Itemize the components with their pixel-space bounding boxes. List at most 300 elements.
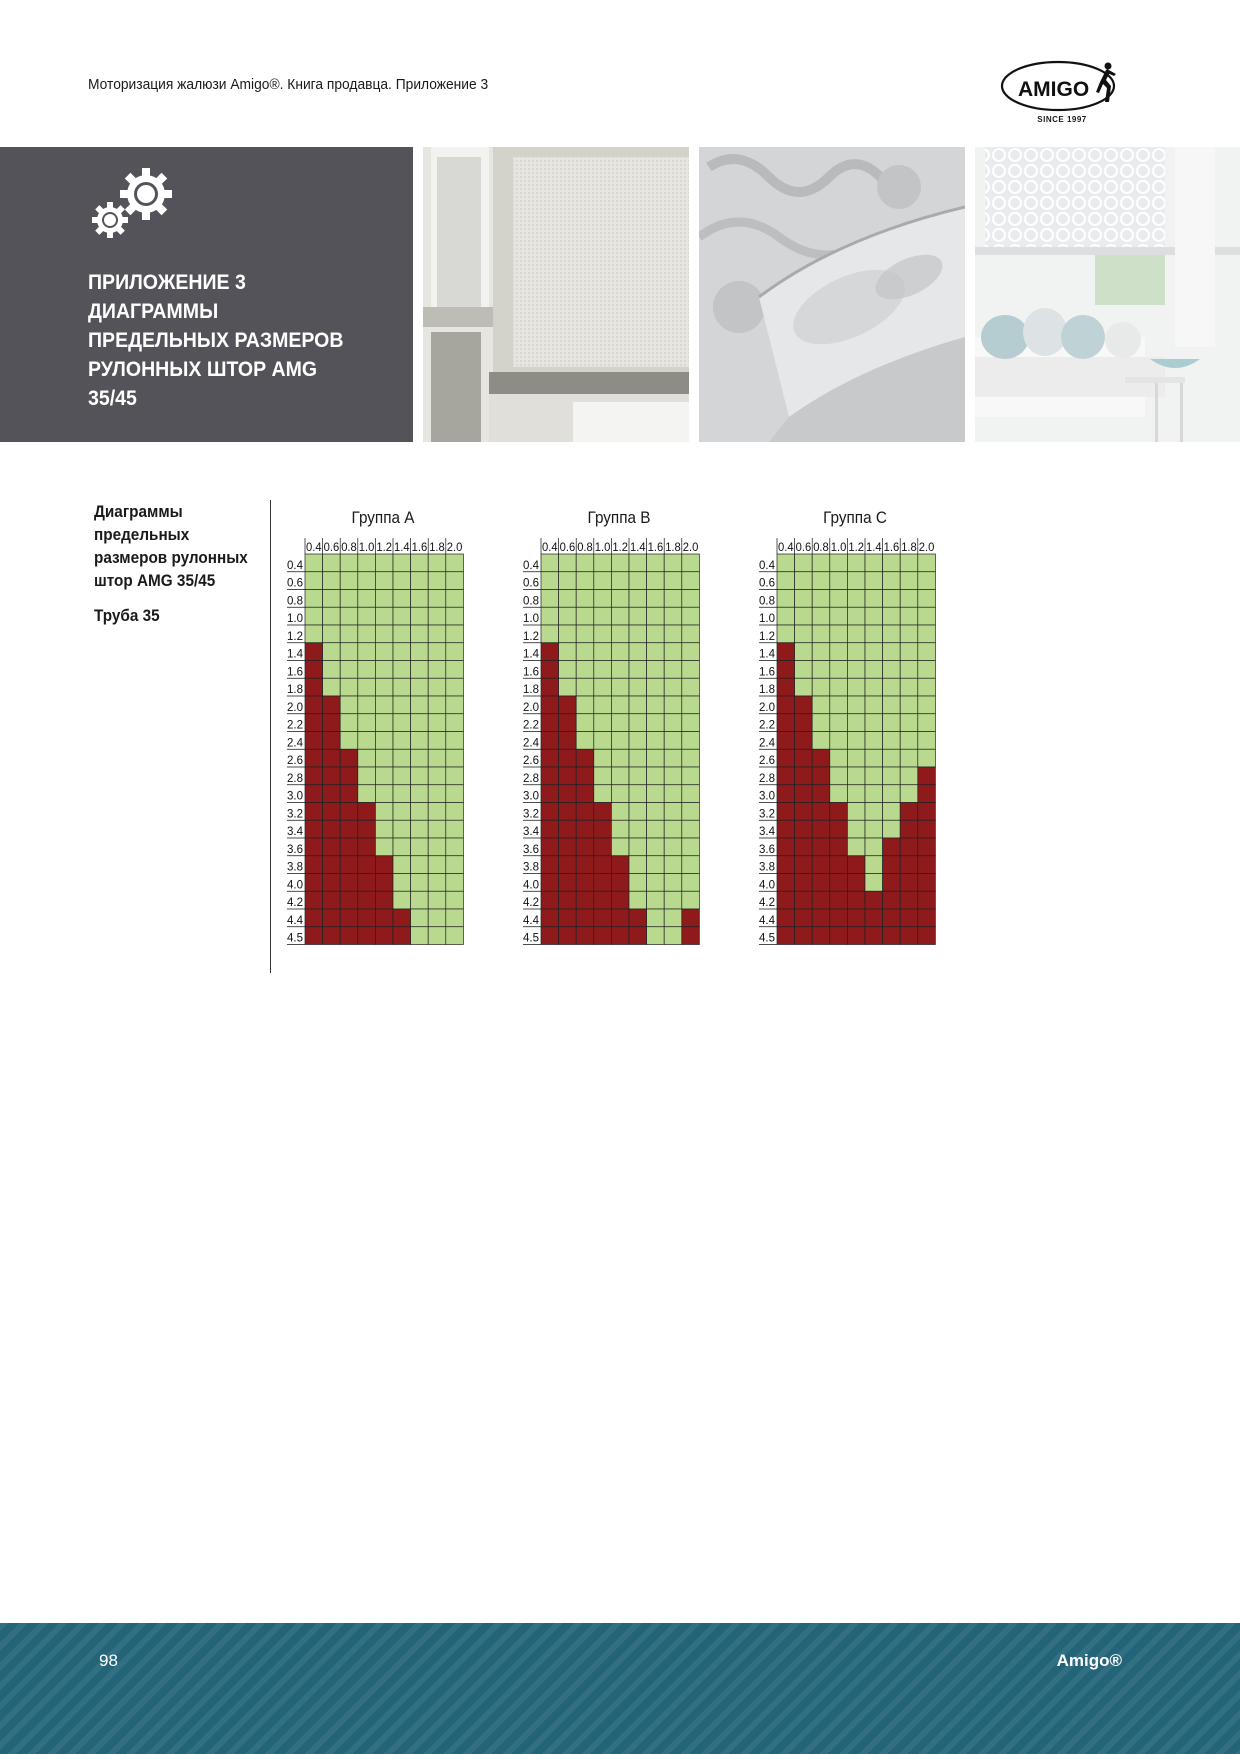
- cell-not-allowed: [900, 838, 918, 856]
- cell-allowed: [375, 554, 393, 572]
- cell-allowed: [611, 732, 629, 750]
- page-number: 98: [99, 1651, 118, 1670]
- side-title: Диаграммы предельных размеров рулонных штор AMG 35/45: [94, 502, 248, 590]
- column-label: 2.0: [918, 542, 935, 554]
- cell-allowed: [428, 891, 446, 909]
- cell-not-allowed: [795, 874, 813, 892]
- cell-allowed: [865, 590, 883, 608]
- cell-allowed: [340, 696, 358, 714]
- cell-allowed: [918, 572, 936, 590]
- cell-not-allowed: [576, 927, 594, 945]
- cell-not-allowed: [358, 838, 376, 856]
- cell-allowed: [611, 625, 629, 643]
- cell-not-allowed: [340, 909, 358, 927]
- cell-allowed: [393, 891, 411, 909]
- row-label: 1.4: [287, 648, 303, 661]
- cell-not-allowed: [611, 874, 629, 892]
- cell-not-allowed: [375, 856, 393, 874]
- cell-not-allowed: [323, 803, 341, 821]
- cell-allowed: [865, 661, 883, 679]
- cell-allowed: [664, 856, 682, 874]
- cell-allowed: [664, 590, 682, 608]
- cell-allowed: [647, 696, 665, 714]
- cell-allowed: [611, 785, 629, 803]
- cell-allowed: [629, 803, 647, 821]
- cell-allowed: [647, 732, 665, 750]
- cell-not-allowed: [340, 749, 358, 767]
- cell-allowed: [340, 732, 358, 750]
- cell-not-allowed: [830, 874, 848, 892]
- cell-allowed: [918, 661, 936, 679]
- cell-allowed: [647, 874, 665, 892]
- cell-allowed: [611, 607, 629, 625]
- cell-allowed: [918, 714, 936, 732]
- cell-allowed: [446, 607, 464, 625]
- column-label: 1.0: [594, 542, 611, 554]
- cell-allowed: [883, 661, 901, 679]
- cell-allowed: [812, 625, 830, 643]
- cell-allowed: [594, 643, 612, 661]
- cell-not-allowed: [795, 803, 813, 821]
- cell-allowed: [883, 803, 901, 821]
- cell-allowed: [393, 838, 411, 856]
- cell-allowed: [883, 572, 901, 590]
- cell-allowed: [847, 678, 865, 696]
- cell-allowed: [393, 572, 411, 590]
- cell-allowed: [375, 820, 393, 838]
- cell-not-allowed: [900, 927, 918, 945]
- cell-allowed: [918, 625, 936, 643]
- cell-not-allowed: [847, 927, 865, 945]
- cell-allowed: [323, 625, 341, 643]
- cell-not-allowed: [358, 927, 376, 945]
- row-label: 3.6: [523, 843, 539, 856]
- cell-allowed: [393, 820, 411, 838]
- tube-label: Труба 35: [94, 606, 160, 625]
- cell-allowed: [446, 732, 464, 750]
- cell-allowed: [576, 732, 594, 750]
- cell-not-allowed: [830, 803, 848, 821]
- cell-allowed: [647, 607, 665, 625]
- cell-allowed: [611, 661, 629, 679]
- chart-group-c: [745, 508, 965, 958]
- cell-allowed: [358, 554, 376, 572]
- column-label: 1.0: [358, 542, 375, 554]
- cell-allowed: [682, 820, 700, 838]
- row-label: 1.0: [759, 613, 775, 625]
- cell-not-allowed: [323, 874, 341, 892]
- cell-not-allowed: [900, 891, 918, 909]
- cell-allowed: [594, 678, 612, 696]
- cell-allowed: [340, 678, 358, 696]
- cell-not-allowed: [358, 891, 376, 909]
- column-label: 1.4: [630, 542, 647, 554]
- cell-allowed: [664, 714, 682, 732]
- cell-allowed: [446, 643, 464, 661]
- row-label: 2.4: [523, 737, 539, 750]
- cell-allowed: [918, 590, 936, 608]
- row-label: 2.4: [287, 737, 303, 750]
- row-label: 0.4: [523, 559, 539, 572]
- footer-bar: [0, 1623, 1240, 1754]
- row-label: 3.4: [523, 826, 539, 838]
- cell-allowed: [682, 856, 700, 874]
- cell-not-allowed: [918, 909, 936, 927]
- cell-not-allowed: [340, 927, 358, 945]
- cell-not-allowed: [541, 909, 559, 927]
- cell-allowed: [576, 590, 594, 608]
- cell-allowed: [883, 820, 901, 838]
- cell-not-allowed: [305, 714, 323, 732]
- cell-not-allowed: [305, 661, 323, 679]
- cell-allowed: [446, 678, 464, 696]
- row-label: 1.0: [523, 613, 539, 625]
- cell-allowed: [865, 785, 883, 803]
- cell-allowed: [358, 607, 376, 625]
- cell-allowed: [375, 590, 393, 608]
- cell-allowed: [664, 767, 682, 785]
- row-label: 3.2: [759, 808, 775, 821]
- cell-allowed: [664, 909, 682, 927]
- cell-allowed: [795, 643, 813, 661]
- cell-allowed: [795, 678, 813, 696]
- cell-allowed: [664, 554, 682, 572]
- cell-not-allowed: [900, 803, 918, 821]
- cell-allowed: [900, 732, 918, 750]
- row-label: 2.8: [759, 772, 775, 785]
- cell-not-allowed: [393, 927, 411, 945]
- cell-allowed: [576, 572, 594, 590]
- cell-allowed: [664, 696, 682, 714]
- cell-allowed: [647, 590, 665, 608]
- cell-not-allowed: [559, 927, 577, 945]
- cell-allowed: [446, 554, 464, 572]
- cell-allowed: [682, 625, 700, 643]
- cell-allowed: [865, 572, 883, 590]
- cell-allowed: [847, 803, 865, 821]
- cell-allowed: [411, 572, 429, 590]
- cell-not-allowed: [777, 714, 795, 732]
- cell-not-allowed: [541, 874, 559, 892]
- cell-allowed: [664, 572, 682, 590]
- cell-allowed: [682, 803, 700, 821]
- cell-allowed: [629, 554, 647, 572]
- row-label: 1.8: [287, 684, 303, 696]
- cell-allowed: [611, 572, 629, 590]
- cell-allowed: [340, 661, 358, 679]
- cell-not-allowed: [594, 820, 612, 838]
- cell-allowed: [375, 714, 393, 732]
- cell-allowed: [830, 696, 848, 714]
- cell-not-allowed: [358, 909, 376, 927]
- cell-allowed: [611, 678, 629, 696]
- cell-not-allowed: [305, 678, 323, 696]
- row-label: 3.8: [523, 861, 539, 874]
- cell-allowed: [375, 838, 393, 856]
- cell-not-allowed: [883, 909, 901, 927]
- column-label: 0.4: [542, 542, 559, 554]
- row-label: 1.2: [287, 630, 303, 643]
- cell-not-allowed: [883, 874, 901, 892]
- cell-allowed: [375, 607, 393, 625]
- cell-not-allowed: [629, 909, 647, 927]
- cell-not-allowed: [777, 749, 795, 767]
- cell-allowed: [375, 749, 393, 767]
- cell-allowed: [393, 554, 411, 572]
- column-label: 0.4: [778, 542, 795, 554]
- row-label: 2.0: [287, 701, 303, 714]
- row-label: 1.0: [287, 613, 303, 625]
- cell-allowed: [900, 785, 918, 803]
- cell-allowed: [812, 572, 830, 590]
- cell-allowed: [682, 572, 700, 590]
- cell-allowed: [865, 767, 883, 785]
- cell-not-allowed: [323, 838, 341, 856]
- cell-not-allowed: [541, 785, 559, 803]
- cell-allowed: [611, 749, 629, 767]
- cell-allowed: [883, 696, 901, 714]
- row-label: 3.0: [759, 790, 775, 803]
- cell-not-allowed: [559, 785, 577, 803]
- cell-not-allowed: [900, 820, 918, 838]
- cell-not-allowed: [594, 856, 612, 874]
- cell-allowed: [664, 803, 682, 821]
- cell-allowed: [594, 749, 612, 767]
- cell-allowed: [428, 714, 446, 732]
- cell-allowed: [358, 661, 376, 679]
- cell-allowed: [358, 785, 376, 803]
- cell-allowed: [847, 732, 865, 750]
- cell-not-allowed: [559, 838, 577, 856]
- cell-not-allowed: [900, 909, 918, 927]
- column-label: 1.0: [830, 542, 847, 554]
- cell-allowed: [559, 590, 577, 608]
- cell-not-allowed: [340, 856, 358, 874]
- column-label: 0.8: [577, 542, 593, 554]
- cell-allowed: [629, 767, 647, 785]
- cell-allowed: [323, 661, 341, 679]
- cell-allowed: [865, 749, 883, 767]
- cell-allowed: [664, 874, 682, 892]
- cell-not-allowed: [777, 874, 795, 892]
- cell-allowed: [647, 891, 665, 909]
- cell-allowed: [428, 785, 446, 803]
- cell-allowed: [900, 572, 918, 590]
- cell-not-allowed: [305, 820, 323, 838]
- cell-allowed: [664, 927, 682, 945]
- cell-not-allowed: [795, 714, 813, 732]
- row-label: 4.4: [759, 914, 775, 927]
- cell-not-allowed: [777, 838, 795, 856]
- cell-allowed: [446, 785, 464, 803]
- cell-allowed: [446, 909, 464, 927]
- cell-not-allowed: [777, 803, 795, 821]
- cell-allowed: [647, 909, 665, 927]
- row-label: 2.0: [759, 701, 775, 714]
- cell-allowed: [664, 838, 682, 856]
- cell-not-allowed: [305, 803, 323, 821]
- banner-title: [88, 268, 343, 413]
- cell-not-allowed: [340, 803, 358, 821]
- row-label: 0.8: [287, 595, 303, 608]
- cell-not-allowed: [559, 732, 577, 750]
- cell-allowed: [375, 732, 393, 750]
- cell-allowed: [594, 767, 612, 785]
- row-label: 2.6: [523, 755, 539, 767]
- cell-allowed: [830, 714, 848, 732]
- row-label: 1.6: [759, 666, 775, 679]
- cell-allowed: [847, 554, 865, 572]
- cell-not-allowed: [777, 909, 795, 927]
- cell-allowed: [323, 643, 341, 661]
- cell-allowed: [682, 696, 700, 714]
- cell-allowed: [883, 625, 901, 643]
- row-label: 3.6: [759, 843, 775, 856]
- cell-allowed: [411, 714, 429, 732]
- cell-allowed: [847, 696, 865, 714]
- chart-group-a: [273, 508, 493, 958]
- cell-allowed: [664, 607, 682, 625]
- cell-not-allowed: [358, 820, 376, 838]
- cell-not-allowed: [795, 909, 813, 927]
- cell-allowed: [340, 714, 358, 732]
- cell-allowed: [900, 714, 918, 732]
- cell-allowed: [611, 820, 629, 838]
- row-label: 3.4: [287, 826, 303, 838]
- cell-allowed: [682, 838, 700, 856]
- logo-wordmark: AMIGO: [1018, 78, 1090, 101]
- cell-not-allowed: [541, 661, 559, 679]
- row-label: 2.4: [759, 737, 775, 750]
- cell-allowed: [918, 696, 936, 714]
- cell-allowed: [647, 856, 665, 874]
- amigo-logo: [1000, 58, 1130, 130]
- cell-allowed: [323, 554, 341, 572]
- cell-allowed: [594, 590, 612, 608]
- cell-allowed: [446, 714, 464, 732]
- cell-allowed: [629, 625, 647, 643]
- cell-allowed: [647, 572, 665, 590]
- cell-allowed: [428, 554, 446, 572]
- row-label: 4.5: [759, 932, 775, 945]
- cell-allowed: [847, 838, 865, 856]
- photo-window-blind: [423, 147, 689, 442]
- cell-allowed: [918, 643, 936, 661]
- cell-not-allowed: [340, 820, 358, 838]
- cell-allowed: [629, 678, 647, 696]
- row-label: 3.2: [523, 808, 539, 821]
- row-label: 4.4: [287, 914, 303, 927]
- cell-allowed: [323, 572, 341, 590]
- cell-not-allowed: [323, 767, 341, 785]
- cell-not-allowed: [830, 927, 848, 945]
- cell-not-allowed: [830, 820, 848, 838]
- cell-allowed: [594, 625, 612, 643]
- cell-not-allowed: [305, 891, 323, 909]
- cell-not-allowed: [812, 927, 830, 945]
- cell-allowed: [629, 856, 647, 874]
- cell-allowed: [777, 554, 795, 572]
- cell-allowed: [375, 767, 393, 785]
- cell-allowed: [375, 696, 393, 714]
- row-label: 0.8: [759, 595, 775, 608]
- cell-allowed: [576, 661, 594, 679]
- cell-not-allowed: [323, 909, 341, 927]
- cell-not-allowed: [576, 856, 594, 874]
- cell-allowed: [647, 554, 665, 572]
- cell-allowed: [428, 661, 446, 679]
- cell-not-allowed: [323, 891, 341, 909]
- cell-not-allowed: [918, 820, 936, 838]
- cell-not-allowed: [594, 927, 612, 945]
- cell-not-allowed: [576, 785, 594, 803]
- cell-allowed: [375, 643, 393, 661]
- row-label: 2.0: [523, 701, 539, 714]
- cell-allowed: [411, 643, 429, 661]
- cell-allowed: [411, 891, 429, 909]
- cell-not-allowed: [795, 891, 813, 909]
- cell-allowed: [883, 732, 901, 750]
- cell-not-allowed: [340, 874, 358, 892]
- cell-not-allowed: [594, 874, 612, 892]
- cell-allowed: [918, 607, 936, 625]
- cell-allowed: [847, 572, 865, 590]
- cell-allowed: [647, 838, 665, 856]
- cell-allowed: [594, 572, 612, 590]
- cell-allowed: [393, 749, 411, 767]
- cell-not-allowed: [900, 874, 918, 892]
- cell-allowed: [393, 643, 411, 661]
- cell-allowed: [865, 554, 883, 572]
- column-label: 0.6: [559, 542, 576, 554]
- cell-allowed: [647, 678, 665, 696]
- row-label: 0.8: [523, 595, 539, 608]
- cell-allowed: [795, 554, 813, 572]
- cell-allowed: [900, 696, 918, 714]
- logo-emblem-icon: [1000, 58, 1124, 114]
- cell-allowed: [900, 607, 918, 625]
- cell-allowed: [411, 838, 429, 856]
- cell-allowed: [541, 572, 559, 590]
- cell-allowed: [830, 607, 848, 625]
- cell-allowed: [559, 554, 577, 572]
- cell-allowed: [883, 714, 901, 732]
- cell-allowed: [340, 554, 358, 572]
- size-grid-chart: [273, 538, 493, 958]
- cell-allowed: [594, 554, 612, 572]
- cell-allowed: [428, 625, 446, 643]
- cell-allowed: [795, 572, 813, 590]
- cell-allowed: [393, 714, 411, 732]
- cell-allowed: [576, 554, 594, 572]
- cell-not-allowed: [611, 856, 629, 874]
- cell-allowed: [682, 607, 700, 625]
- logo-since: SINCE 1997: [1037, 115, 1087, 124]
- cell-not-allowed: [847, 891, 865, 909]
- column-label: 0.4: [306, 542, 323, 554]
- cell-not-allowed: [812, 909, 830, 927]
- cell-not-allowed: [541, 803, 559, 821]
- cell-allowed: [795, 607, 813, 625]
- cell-allowed: [411, 732, 429, 750]
- cell-not-allowed: [323, 696, 341, 714]
- divider-line: [270, 500, 271, 973]
- banner-line: ПРИЛОЖЕНИЕ 3: [88, 271, 246, 294]
- cell-allowed: [305, 554, 323, 572]
- cell-allowed: [682, 874, 700, 892]
- cell-allowed: [647, 749, 665, 767]
- cell-allowed: [883, 607, 901, 625]
